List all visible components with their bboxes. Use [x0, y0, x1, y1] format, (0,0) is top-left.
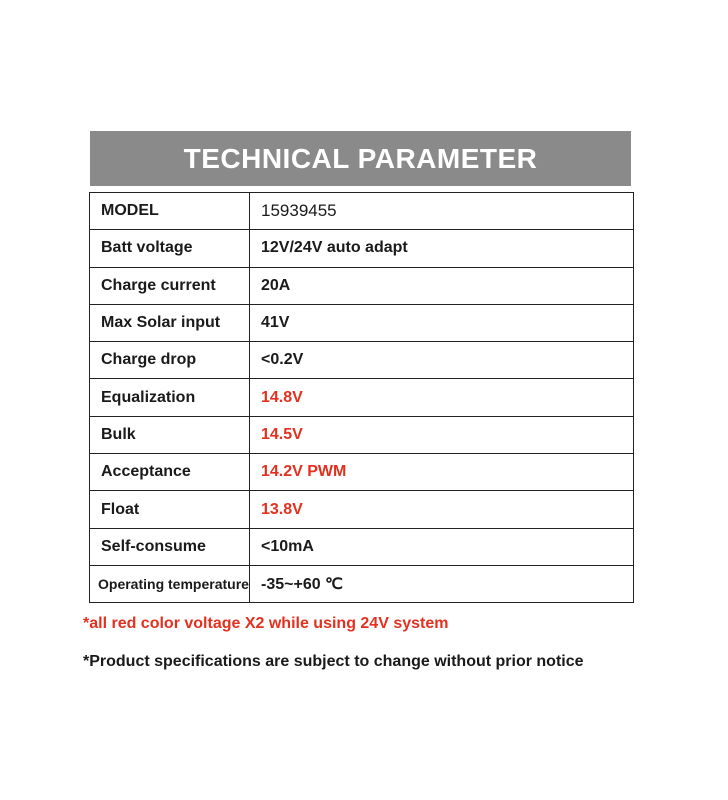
row-value-max-solar-input: 41V	[250, 304, 634, 341]
row-value-self-consume: <10mA	[250, 528, 634, 565]
row-label-charge-drop: Charge drop	[90, 342, 250, 379]
row-label-charge-current: Charge current	[90, 267, 250, 304]
row-label-model: MODEL	[90, 193, 250, 230]
change-notice-note: *Product specifications are subject to change without prior notice	[83, 653, 584, 670]
row-label-max-solar-input: Max Solar input	[90, 304, 250, 341]
table-row	[90, 454, 634, 491]
table-row	[90, 193, 634, 230]
row-value-batt-voltage: 12V/24V auto adapt	[250, 230, 634, 267]
table-row	[90, 304, 634, 341]
table-row	[90, 342, 634, 379]
row-value-model: 15939455	[250, 193, 634, 230]
row-value-equalization: 14.8V	[250, 379, 634, 416]
table-row	[90, 416, 634, 453]
table-row	[90, 491, 634, 528]
row-value-charge-current: 20A	[250, 267, 634, 304]
row-value-float: 13.8V	[250, 491, 634, 528]
row-label-self-consume: Self-consume	[90, 528, 250, 565]
table-row	[90, 565, 634, 602]
row-label-acceptance: Acceptance	[90, 454, 250, 491]
row-label-equalization: Equalization	[90, 379, 250, 416]
page-title: TECHNICAL PARAMETER	[183, 142, 538, 174]
table-row	[90, 230, 634, 267]
table-row	[90, 528, 634, 565]
red-voltage-note: *all red color voltage X2 while using 24V system	[83, 615, 449, 632]
row-label-batt-voltage: Batt voltage	[90, 230, 250, 267]
row-value-acceptance: 14.2V PWM	[250, 454, 634, 491]
title-banner	[90, 131, 631, 186]
technical-parameter-table	[89, 192, 634, 603]
row-label-float: Float	[90, 491, 250, 528]
row-label-operating-temperature: Operating temperature	[90, 565, 250, 602]
table-row	[90, 379, 634, 416]
row-value-operating-temperature: -35~+60 ℃	[250, 565, 634, 602]
row-value-charge-drop: <0.2V	[250, 342, 634, 379]
table-row	[90, 267, 634, 304]
row-value-bulk: 14.5V	[250, 416, 634, 453]
row-label-bulk: Bulk	[90, 416, 250, 453]
